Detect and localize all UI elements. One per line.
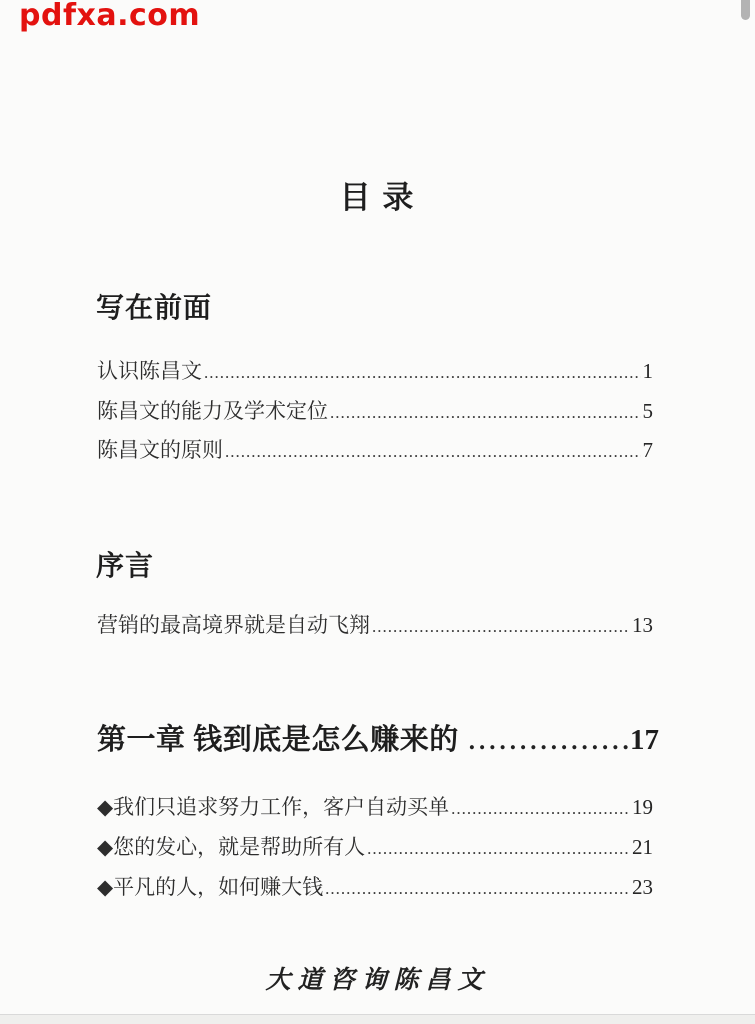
section-heading-preface: 序言 — [96, 551, 155, 582]
footer-imprint: 大道咨询陈昌文 — [265, 967, 490, 994]
chapter-page: 17 — [630, 724, 659, 756]
toc-entry-page: 1 — [642, 359, 653, 383]
toc-entry — [97, 359, 653, 385]
toc-entry — [97, 795, 653, 821]
toc-entry-title: 陈昌文的原则 — [97, 438, 223, 462]
toc-entry-page: 7 — [642, 438, 653, 462]
toc-entry-title: 认识陈昌文 — [97, 359, 202, 383]
toc-entry — [97, 613, 653, 639]
dot-leader — [330, 399, 641, 425]
chapter-one-entry — [97, 717, 659, 758]
scrollbar-thumb[interactable] — [741, 0, 750, 20]
toc-entry-page: 21 — [632, 835, 653, 859]
scan-edge-strip — [0, 1014, 755, 1024]
toc-entry-page: 5 — [642, 399, 653, 423]
dot-leader — [325, 875, 630, 901]
toc-entry — [97, 875, 653, 901]
dot-leader — [469, 728, 628, 756]
dot-leader — [225, 438, 641, 464]
dot-leader — [451, 795, 630, 821]
toc-entry-title: ◆您的发心，就是帮助所有人 — [97, 835, 366, 859]
dot-leader — [204, 359, 641, 385]
toc-entry-title: ◆平凡的人，如何赚大钱 — [97, 875, 324, 899]
toc-entry-page: 19 — [632, 795, 653, 819]
toc-entry-page: 13 — [632, 613, 653, 637]
chapter-title: 第一章 钱到底是怎么赚来的 — [97, 724, 459, 756]
toc-entry — [97, 835, 653, 861]
toc-entry-title: 营销的最高境界就是自动飞翔 — [97, 613, 370, 637]
watermark-text: pdfxa.com — [19, 0, 201, 33]
dot-leader — [367, 835, 630, 861]
toc-entry — [97, 399, 653, 425]
section-heading-written-in-front: 写在前面 — [96, 293, 213, 324]
page-title: 目 录 — [339, 180, 416, 215]
dot-leader — [372, 613, 630, 639]
toc-entry — [97, 438, 653, 464]
toc-entry-title: ◆我们只追求努力工作，客户自动买单 — [97, 795, 450, 819]
toc-entry-title: 陈昌文的能力及学术定位 — [97, 399, 328, 423]
toc-entry-page: 23 — [632, 875, 653, 899]
